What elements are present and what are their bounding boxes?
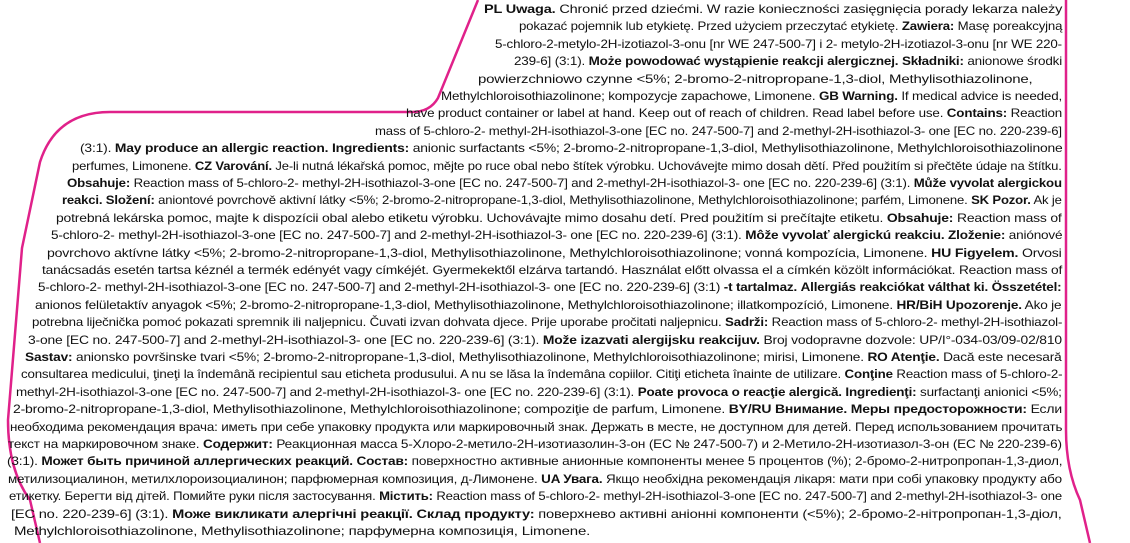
- label-emphasis: Contains:: [946, 106, 1008, 121]
- label-emphasis: Allergiás reakciókat válthat ki.: [800, 280, 989, 295]
- label-text-line: 5-chloro-2- methyl-2H-isothiazol-3-one [EC no. 247-500-7] and 2-methyl-2H-isothiazol-3- one [EC no. 220-239-6] (3:1) -t tartalmaz. Allergiás reakciókat válthat ki. Összetétel:: [38, 280, 1062, 295]
- label-text-line: anionos felületaktív anyagok <5%; 2-bromo-2-nitropropane-1,3-diol, Methylisothiazolinone, Methylchloroisothiazolinone; illatkompozíció, Limonene. HR/BiH Upozorenje. Ako je: [35, 297, 1062, 312]
- label-text-line: 2-bromo-2-nitropropane-1,3-diol, Methylisothiazolinone, Methylchloroisothiazolinone; compoziţie de parfum, Limonene. BY/RU Внимание. Меры предосторожности: Если: [13, 402, 1062, 417]
- label-emphasis: May produce an allergic reaction.: [114, 141, 329, 156]
- label-text-line: reakci. Složení: aniontové povrchově aktivní látky <5%; 2-bromo-2-nitropropane-1,3-diol, Methylisothiazolinone, Methylchloroisothiazolinone; parfém, Limonene. SK Pozor. Ak je: [62, 193, 1062, 208]
- label-text-line: PL Uwaga. Chronić przed dziećmi. W razie konieczności zasięgnięcia porady lekarza należy: [484, 2, 1063, 16]
- label-emphasis: Состав:: [356, 454, 409, 469]
- label-emphasis: UA Увага.: [541, 471, 603, 486]
- label-emphasis: GB Warning.: [818, 89, 898, 103]
- label-emphasis: Ingredients:: [331, 141, 410, 156]
- label-emphasis: Składniki:: [901, 54, 964, 69]
- label-emphasis: Может быть причиной аллергических реакций.: [41, 454, 353, 469]
- label-emphasis: Może powodować wystąpienie reakcji alergicznej.: [588, 54, 899, 69]
- label-text-line: powierzchniowo czynne <5%; 2-bromo-2-nitropropane-1,3-diol, Methylisothiazolinone,: [478, 71, 1033, 86]
- label-emphasis: Összetétel:: [991, 280, 1062, 295]
- label-text-line: have product container or label at hand. Keep out of reach of children. Read label before use. Contains: Reaction: [406, 106, 1063, 121]
- label-text-line: perfumes, Limonene. CZ Varování. Je-li nutná lékařská pomoc, mějte po ruce obal nebo štítek výrobku. Uchovávejte mimo dosah dětí. Před použitím si přečtěte údaje na štítku.: [72, 158, 1062, 173]
- label-emphasis: reakci.: [62, 193, 103, 208]
- label-emphasis: RO Atenţie.: [867, 350, 940, 364]
- label-text-line: етикетку. Берегти від дітей. Помийте руки після застосування. Містить: Reaction mass of 5-chloro-2- methyl-2H-isothiazol-3-one [EC no. 247-500-7] and 2-methyl-2H-isothiazol-3- one: [9, 489, 1063, 504]
- label-emphasis: -t tartalmaz.: [723, 280, 798, 295]
- label-text-line: methyl-2H-isothiazol-3-one [EC no. 247-500-7] and 2-methyl-2H-isothiazol-3- one [EC no. 220-239-6] (3:1). Poate provoca o reacţie alergică. Ingredienţi: surfactanţi anionici <5%;: [16, 384, 1062, 399]
- label-text-line: mass of 5-chloro-2- methyl-2H-isothiazol-3-one [EC no. 247-500-7] and 2-methyl-2H-isothiazol-3- one [EC no. 220-239-6]: [375, 123, 1062, 138]
- label-text-line: 5-chloro-2-metylo-2H-izotiazol-3-onu [nr WE 247-500-7] i 2- metylo-2H-izotiazol-3-onu [nr WE 220-: [495, 36, 1062, 51]
- label-text-line: 239-6] (3:1). Może powodować wystąpienie reakcji alergicznej. Składniki: anionowe środki: [514, 54, 1063, 69]
- label-emphasis: Može izazvati alergijsku reakcijuv.: [542, 332, 760, 347]
- label-emphasis: HU Figyelem.: [931, 245, 1019, 260]
- label-emphasis: Sadrži:: [725, 315, 769, 330]
- label-text-line: (3:1). May produce an allergic reaction. Ingredients: anionic surfactants <5%; 2-bromo-2-nitropropane-1,3-diol, Methylisothiazolinone, Methylchloroisothiazolinone: [80, 141, 1063, 156]
- label-emphasis: Zawiera:: [901, 19, 955, 34]
- label-text-line: Methylchloroisothiazolinone, Methylisothiazolinone; парфумерна композиція, Limonene.: [14, 524, 591, 538]
- label-text-line: tanácsadás esetén tartsa kéznél a termék edényét vagy címkéjét. Gyermekektől elzárva tartandó. Használat előtt olvassa el a címkén közölt információkat. Reaction mass of: [42, 263, 1063, 277]
- label-emphasis: Může vyvolat alergickou: [913, 176, 1062, 190]
- label-emphasis: Содержит:: [202, 437, 273, 451]
- label-emphasis: HR/BiH Upozorenje.: [896, 297, 1022, 312]
- dieline-right-edge: [1066, 0, 1090, 543]
- label-emphasis: Obsahuje:: [886, 210, 954, 225]
- label-emphasis: BY/RU Внимание.: [728, 402, 848, 417]
- label-emphasis: Obsahuje:: [67, 176, 131, 190]
- label-text-line: необходима рекомендация врача: иметь при себе упаковку продукта или маркировочный знак. Держать в месте, не доступном для детей. Перед использованием прочитать: [10, 419, 1063, 434]
- label-text-line: Obsahuje: Reaction mass of 5-chloro-2- methyl-2H-isothiazol-3-one [EC no. 247-500-7] and 2-methyl-2H-isothiazol-3- one [EC no. 220-239-6] (3:1). Může vyvolat alergickou: [67, 176, 1062, 190]
- label-emphasis: PL Uwaga.: [484, 2, 556, 16]
- label-emphasis: Môže vyvolať alergickú reakciu.: [745, 228, 945, 243]
- label-emphasis: Містить:: [379, 489, 433, 504]
- label-text-line: Methylchloroisothiazolinone; kompozycje zapachowe, Limonene. GB Warning. If medical advice is needed,: [441, 89, 1063, 103]
- label-emphasis: SK Pozor.: [971, 193, 1031, 208]
- label-emphasis: Ingredienţi:: [845, 384, 917, 399]
- label-text-line: pokazać pojemnik lub etykietę. Przed użyciem przeczytać etykietę. Zawiera: Masę poreakcyjną: [519, 19, 1063, 34]
- label-emphasis: Zloženie:: [948, 228, 1006, 243]
- label-text-line: [EC no. 220-239-6] (3:1). Може викликати алергічні реакції. Склад продукту: поверхнево активні аніонні компоненти (<5%); 2-бромо-2-нітропропан-1,3-діол,: [11, 506, 1062, 521]
- label-emphasis: Složení:: [105, 193, 155, 208]
- label-text-line: potrebna liječnička pomoć pokazati spremnik ili naljepnicu. Čuvati izvan dohvata djece. Prije uporabe pročitati naljepnicu. Sadrži: Reaction mass of 5-chloro-2- methyl-2H-isothiazol-: [32, 315, 1063, 330]
- label-emphasis: Sastav:: [25, 350, 73, 364]
- label-emphasis: CZ Varování.: [194, 158, 272, 173]
- label-emphasis: Склад продукту:: [416, 506, 535, 521]
- label-text-line: 3-one [EC no. 247-500-7] and 2-methyl-2H-isothiazol-3- one [EC no. 220-239-6] (3:1). Može izazvati alergijsku reakcijuv. Broj vodopravne dozvole: UP/I°-034-03/09-02/810: [28, 332, 1062, 347]
- label-text-line: potrebná lekárska pomoc, majte k dispozícii obal alebo etiketu výrobku. Uchovávajte mimo dosahu detí. Pred použitím si prečítajte etiketu. Obsahuje: Reaction mass of: [56, 210, 1062, 225]
- label-text-line: текст на маркировочном знаке. Содержит: Реакционная масса 5-Хлоро-2-метило-2Н-изотиазолин-3-он (ЕС № 247-500-7) и 2-Метило-2Н-изотиазол-3-он (ЕС № 220-239-6): [8, 437, 1062, 451]
- label-text-line: (3:1). Может быть причиной аллергических реакций. Состав: поверхностно активные анионные компоненты менее 5 процентов (%); 2-бромо-2-нитропропан-1,3-диол,: [7, 454, 1063, 469]
- label-text-line: consultarea medicului, ţineţi la îndemână recipientul sau eticheta produsului. A nu se lăsa la îndemâna copiilor. Citiţi eticheta înainte de utilizare. Conţine Reaction mass of 5-chloro-2-: [21, 367, 1063, 382]
- label-text-line: 5-chloro-2- methyl-2H-isothiazol-3-one [EC no. 247-500-7] and 2-methyl-2H-isothiazol-3- one [EC no. 220-239-6] (3:1). Môže vyvolať alergickú reakciu. Zloženie: aniónové: [51, 228, 1063, 243]
- label-emphasis: Може викликати алергічні реакції.: [172, 506, 413, 521]
- label-text-line: Sastav: anionsko površinske tvari <5%; 2-bromo-2-nitropropane-1,3-diol, Methylisothiazolinone, Methylchloroisothiazolinone; mirisi, Limonene. RO Atenţie. Dacă este necesară: [25, 350, 1062, 364]
- label-emphasis: Conţine: [844, 367, 893, 382]
- label-emphasis: Меры предосторожности:: [850, 402, 1027, 417]
- label-text-line: метилизоциалинон, метилхлороизоциалинон; парфюмерная композиция, д-Лимонене. UA Увага. Якщо необхідна рекомендація лікаря: мати при собі упаковку продукту або: [8, 471, 1062, 486]
- label-emphasis: Poate provoca o reacţie alergică.: [637, 384, 842, 399]
- label-text-line: povrchovo aktívne látky <5%; 2-bromo-2-nitropropane-1,3-diol, Methylisothiazolinone, Methylchloroisothiazolinone; vonná kompozícia, Limonene. HU Figyelem. Orvosi: [47, 245, 1062, 260]
